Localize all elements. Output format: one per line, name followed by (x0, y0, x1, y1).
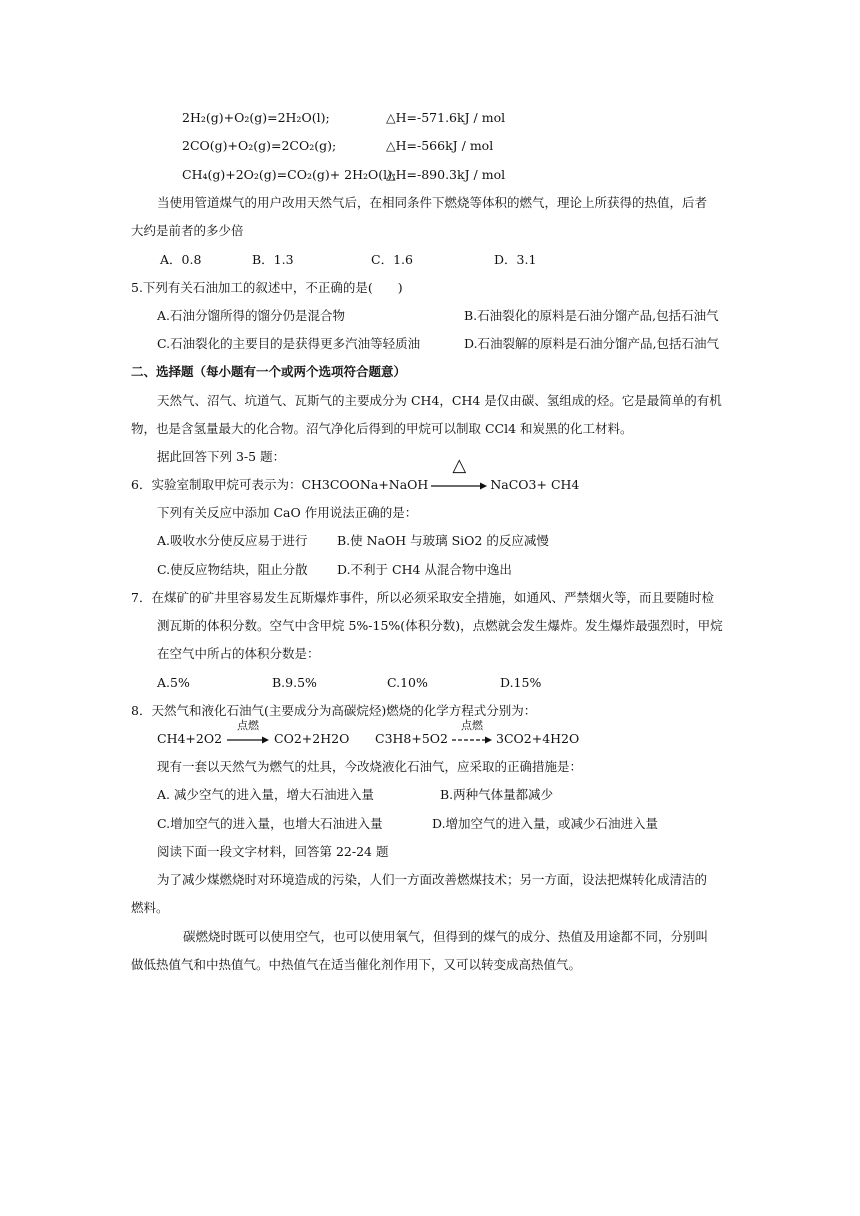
thermo-enthalpy-2: △H=-566kJ / mol (386, 138, 494, 153)
question-5-option-d[interactable]: D.石油裂解的原料是石油分馏产品,包括石油气 (464, 336, 720, 351)
question-5-stem: 5.下列有关石油加工的叙述中，不正确的是( ) (131, 280, 403, 295)
reading-paragraph-1-line-2: 燃料。 (131, 900, 169, 915)
option-b[interactable]: B.9.5% (272, 675, 317, 690)
equation-products: CO2+2H2O (274, 731, 350, 746)
reading-paragraph-1-line-1: 为了减少煤燃烧时对环境造成的污染，人们一方面改善燃煤技术；另一方面，设法把煤转化成清洁的 (157, 872, 708, 887)
question-8-option-d[interactable]: D.增加空气的进入量，或减少石油进入量 (432, 816, 659, 831)
option-c[interactable]: C.10% (387, 675, 428, 690)
question-4-stem-line-2: 大约是前者的多少倍 (131, 223, 244, 238)
reaction-reactants: 6．实验室制取甲烷可表示为：CH3COONa+NaOH (131, 477, 429, 492)
equation-products: 3CO2+4H2O (496, 731, 580, 746)
reading-paragraph-2-line-1: 碳燃烧时既可以使用空气，也可以使用氧气，但得到的煤气的成分、热值及用途都不同，分别叫 (183, 929, 709, 944)
question-6-option-c[interactable]: C.使反应物结块，阻止分散 (157, 562, 308, 577)
question-8-option-c[interactable]: C.增加空气的进入量，也增大石油进入量 (157, 816, 383, 831)
thermo-equation-2: 2CO(g)+O₂(g)=2CO₂(g); (182, 138, 337, 153)
question-7-line-3: 在空气中所占的体积分数是： (157, 646, 320, 661)
equation-reactants: CH4+2O2 (157, 731, 223, 746)
question-7-line-1: 7．在煤矿的矿井里容易发生瓦斯爆炸事件，所以必须采取安全措施，如通风、严禁烟火等，而且要随时检 (131, 590, 714, 605)
section-intro-line-2: 物，也是含氢量最大的化合物。沼气净化后得到的甲烷可以制取 CCl4 和炭黑的化工材料。 (131, 421, 633, 436)
arrow-icon (227, 736, 269, 744)
section-instruction: 据此回答下列 3-5 题： (157, 449, 286, 464)
reaction-arrow (431, 454, 487, 490)
option-a[interactable]: A.5% (157, 675, 190, 690)
arrow-icon (431, 482, 487, 490)
question-8-option-a[interactable]: A. 减少空气的进入量，增大石油进入量 (157, 787, 374, 802)
reading-instruction: 阅读下面一段文字材料，回答第 22-24 题 (157, 844, 389, 859)
question-6-sub: 下列有关反应中添加 CaO 作用说法正确的是： (157, 505, 418, 520)
question-6-option-a[interactable]: A.吸收水分使反应易于进行 (157, 533, 308, 548)
option-c[interactable]: C．1.6 (371, 252, 413, 267)
question-5-option-a[interactable]: A.石油分馏所得的馏分仍是混合物 (157, 308, 346, 323)
ignite-condition: 点燃 (461, 718, 483, 732)
equation-text: 2H₂(g)+O₂(g)=2H₂O(l); (182, 110, 330, 125)
question-8-sub: 现有一套以天然气为燃气的灶具，今改烧液化石油气，应采取的正确措施是： (157, 759, 583, 774)
reaction-arrow (452, 718, 492, 744)
question-7-options (157, 675, 757, 691)
question-5-option-b[interactable]: B.石油裂化的原料是石油分馏产品,包括石油气 (464, 308, 719, 323)
question-4-stem-line-1: 当使用管道煤气的用户改用天然气后，在相同条件下燃烧等体积的燃气，理论上所获得的热值，后者 (157, 195, 708, 210)
reaction-products: NaCO3+ CH4 (490, 477, 580, 492)
section-intro-line-1: 天然气、沼气、坑道气、瓦斯气的主要成分为 CH4，CH4 是仅由碳、氢组成的烃。它是最简单的有机 (157, 393, 722, 408)
arrow-icon (452, 736, 492, 744)
reading-paragraph-2-line-2: 做低热值气和中热值气。中热值气在适当催化剂作用下，又可以转变成高热值气。 (131, 957, 582, 972)
heat-condition-icon: △ (452, 454, 467, 476)
option-a[interactable]: A．0.8 (160, 252, 202, 267)
question-6-option-b[interactable]: B.使 NaOH 与玻璃 SiO2 的反应减慢 (337, 533, 549, 548)
section-heading: 二、选择题（每小题有一个或两个选项符合题意） (131, 364, 407, 379)
thermo-enthalpy-3: △H=-890.3kJ / mol (386, 167, 506, 182)
question-5-option-c[interactable]: C.石油裂化的主要目的是获得更多汽油等轻质油 (157, 336, 421, 351)
question-4-options (160, 252, 760, 268)
thermo-equation-1 (182, 110, 330, 126)
ignite-condition: 点燃 (237, 718, 260, 732)
question-8-stem: 8．天然气和液化石油气(主要成分为高碳烷烃)燃烧的化学方程式分别为： (131, 703, 537, 718)
question-6-option-d[interactable]: D.不利于 CH4 从混合物中逸出 (337, 562, 512, 577)
combustion-equation-2 (375, 718, 580, 747)
thermo-enthalpy-1: △H=-571.6kJ / mol (386, 110, 506, 125)
combustion-equation-1 (157, 718, 350, 747)
option-d[interactable]: D.15% (500, 675, 542, 690)
thermo-equation-3: CH₄(g)+2O₂(g)=CO₂(g)+ 2H₂O(l); (182, 167, 397, 182)
equation-reactants: C3H8+5O2 (375, 731, 448, 746)
option-b[interactable]: B．1.3 (252, 252, 294, 267)
option-d[interactable]: D．3.1 (494, 252, 537, 267)
reaction-arrow (227, 718, 269, 744)
question-8-option-b[interactable]: B.两种气体量都减少 (440, 787, 554, 802)
question-7-line-2: 测瓦斯的体积分数。空气中含甲烷 5%-15%(体积分数)，点燃就会发生爆炸。发生爆炸最强烈时，甲烷 (157, 618, 723, 633)
